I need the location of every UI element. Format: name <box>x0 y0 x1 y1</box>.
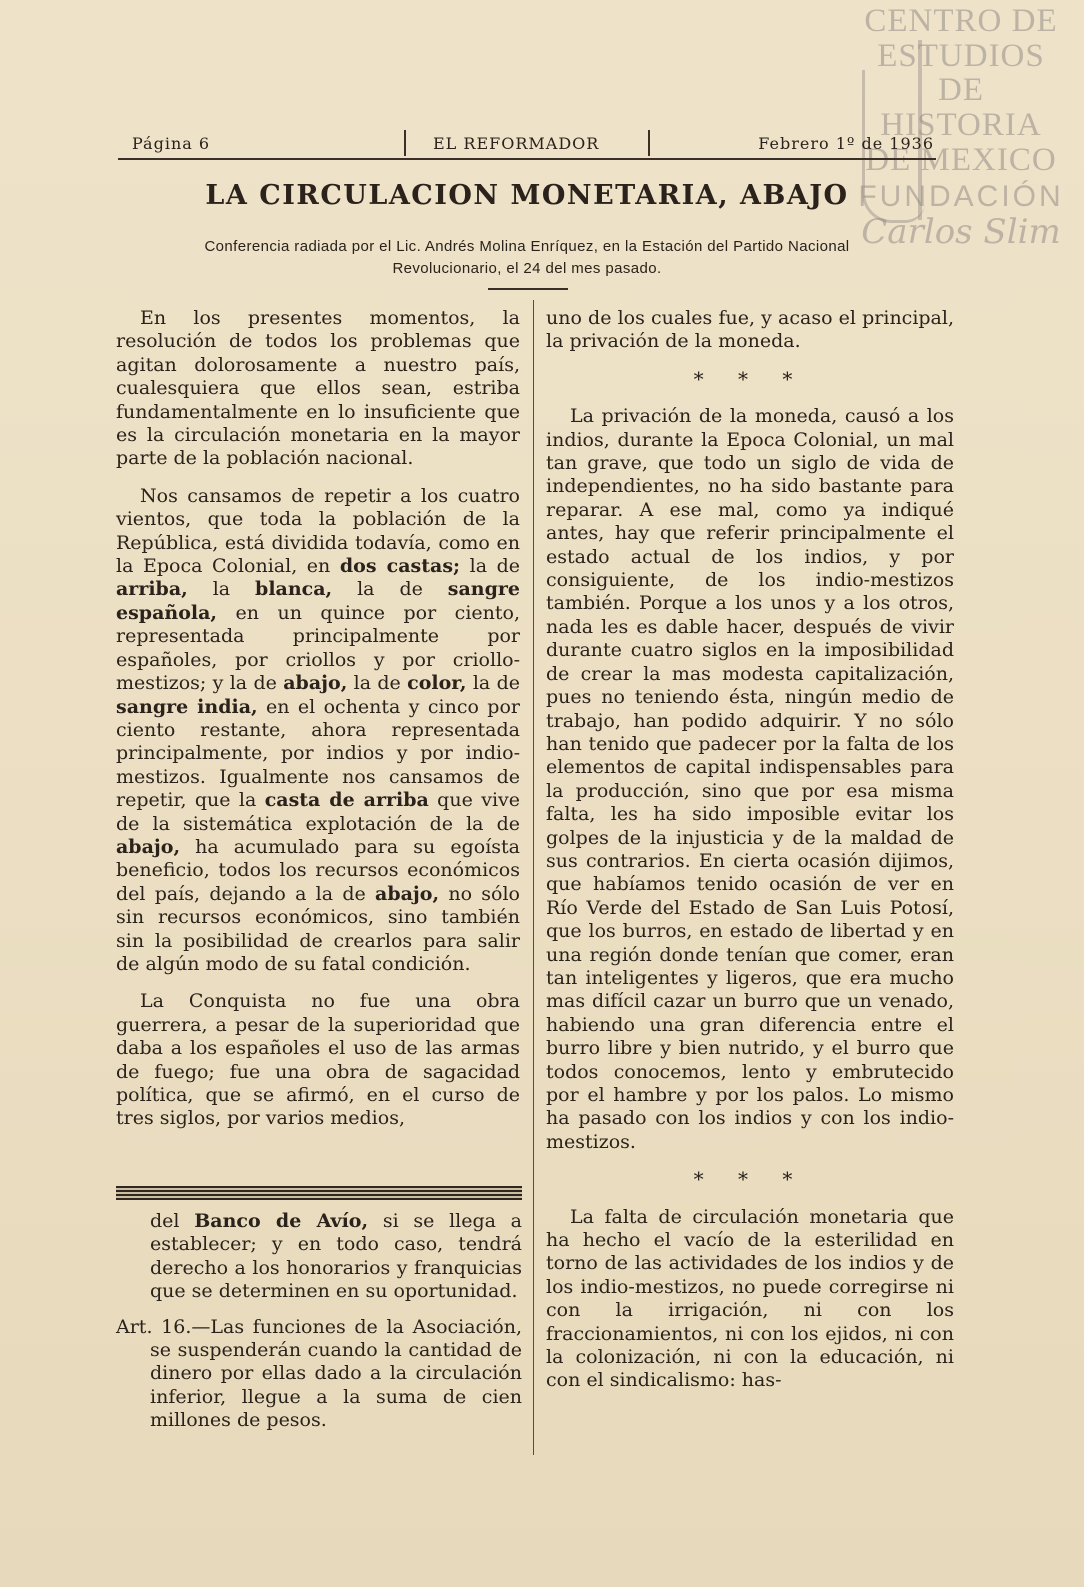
article-16: Art. 16.—Las funciones de la Asociación, se suspenderán cuando la cantidad de dinero por ellas dado a la circulación inferior, llegue a la suma de cien millones de pesos. <box>116 1315 522 1432</box>
lower-left-section <box>116 1210 522 1445</box>
subtitle-line: Revolucionario, el 24 del mes pasado. <box>392 260 662 277</box>
paragraph: En los presentes momentos, la resolución de todos los problemas que agitan dolorosamente a nuestro país, cualesquiera que ellos sean, estriba fundamentalmente en lo insuficiente que es la circulación monetaria en la mayor parte de la población nacional. <box>116 307 520 470</box>
page-header <box>118 126 936 160</box>
watermark-foundation: FUNDACIÓN <box>858 180 1064 214</box>
page-number: Página 6 <box>132 134 211 153</box>
paragraph: La privación de la moneda, causó a los indios, durante la Epoca Colonial, un mal tan grave, que todo un siglo de vida de independientes, no ha sido bastante para reparar. A ese mal, como ya indiqué antes, hay que referir principalmente el estado actual de los indios, y por consiguiente, de los indio-mestizos también. Porque a los unos y a los otros, nada les es dable hacer, después de vivir durante cuatro siglos en la imposibilidad de crear la mas modesta capitalización, pues no teniendo ésta, ningún medio de trabajo, han podido adquirir. Y no sólo han tenido que padecer por la falta de los elementos de capital indispensables para la producción, sino que por esa misma falta, les ha sido imposible evitar los golpes de la injusticia y de la maldad de sus contrarios. En cierta ocasión dijimos, que habíamos tenido ocasión de ver en Río Verde del Estado de San Luis Potosí, que los burros, en estado de libertad y en una región donde tenían que comer, eran tan inteligentes y ligeros, que era mucho mas difícil cazar un burro que un venado, habiendo una gran diferencia entre el burro libre y bien nutrido, y el burro que todos conocemos, lento y embrutecido por el hambre y por los palos. Lo mismo ha pasado con los indios y con los indio-mestizos. <box>546 405 954 1153</box>
section-separator: * * * <box>693 1167 807 1192</box>
article-title: LA CIRCULACION MONETARIA, ABAJO <box>205 180 849 211</box>
watermark-line: CENTRO DE <box>864 3 1058 39</box>
subtitle-line: Conferencia radiada por el Lic. Andrés Molina Enríquez, en la Estación del Partido Nacional <box>204 238 850 255</box>
article-subtitle <box>118 236 936 280</box>
paragraph: del Banco de Avío, si se llega a establecer; y en todo caso, tendrá derecho a los honorarios y franquicias que se determinen en su oportunidad. <box>150 1210 523 1303</box>
issue-date: Febrero 1º de 1936 <box>758 134 934 153</box>
watermark-signature: Carlos Slim <box>861 211 1061 252</box>
header-divider <box>404 130 406 156</box>
title-rule <box>488 288 568 290</box>
paragraph: uno de los cuales fue, y acaso el principal, la privación de la moneda. <box>546 307 954 353</box>
section-separator: * * * <box>693 366 807 391</box>
watermark-line: ESTUDIOS <box>877 37 1045 74</box>
paragraph: La Conquista no fue una obra guerrera, a pesar de la superioridad que daba a los españoles el uso de las armas de fuego; fue una obra de sagacidad política, que se afirmó, en el curso de tres siglos, por varios medios, <box>116 990 520 1130</box>
column-divider <box>533 300 534 1455</box>
newspaper-name: EL REFORMADOR <box>433 134 600 153</box>
right-column <box>546 307 954 1407</box>
paragraph: La falta de circulación monetaria que ha hecho el vacío de la esterilidad en torno de las actividades de los indios y de los indio-mestizos, no puede corregirse ni con la irrigación, ni con los fraccionamientos, ni con los ejidos, ni con la colonización, ni con la educación, ni con el sindicalismo: has- <box>546 1205 954 1392</box>
paragraph: Nos cansamos de repetir a los cuatro vientos, que toda la población de la República, está dividida todavía, como en la Epoca Colonial, en dos castas; la de arriba, la blanca, la de sangre española, en un quince por ciento, representada principalmente por españoles, por criollos y por criollo-mestizos; y la de abajo, la de color, la de sangre india, en el ochenta y cinco por ciento restante, ahora representada principalmente, por indios y por indio-mestizos. Igualmente nos cansamos de repetir, que la casta de arriba que vive de la sistemática explotación de la de abajo, ha acumulado para su egoísta beneficio, todos los recursos económicos del país, dejando a la de abajo, no sólo sin recursos económicos, sino también sin la posibilidad de crearlos para salir de algún modo de su fatal condición. <box>116 484 521 975</box>
header-divider <box>648 130 650 156</box>
watermark-line: DE HISTORIA <box>880 72 1042 143</box>
left-column <box>116 307 520 1145</box>
watermark-line: DE MEXICO <box>865 141 1057 178</box>
section-rule <box>116 1186 522 1200</box>
